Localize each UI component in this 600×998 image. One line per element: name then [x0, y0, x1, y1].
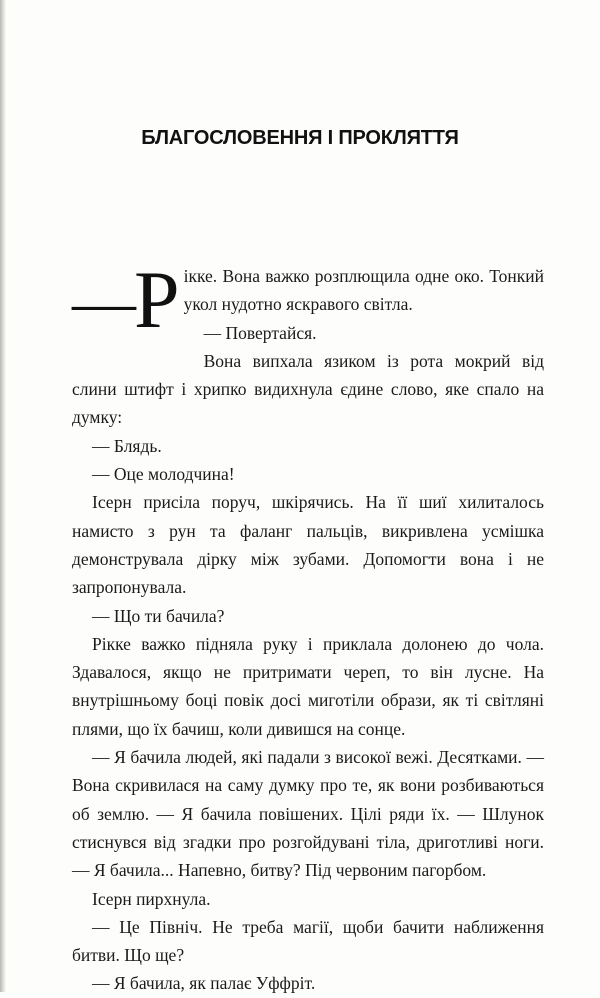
paragraph-11: — Це Північ. Не треба магії, щоби бачити наближення битви. Що ще?	[72, 916, 544, 966]
drop-cap-letter: Р	[134, 254, 180, 345]
chapter-title: БЛАГОСЛОВЕННЯ І ПРОКЛЯТТЯ	[141, 127, 459, 149]
drop-cap	[72, 254, 180, 348]
paragraph-1-text: ікке. Вона важко розплющила одне око. Тонкий укол нудотно яскравого світла.	[183, 266, 544, 315]
drop-cap-dash: —	[72, 266, 136, 337]
paragraph-7: — Що ти бачила?	[92, 605, 225, 626]
paragraph-8: Рікке важко підняла руку і приклала долонею до чола. Здавалося, якщо не притримати череп, то він лусне. На внутрішньому боці повік досі миготіли образи, як ті світляні плями, що їх бачиш, коли дивишся на сонце.	[72, 633, 544, 739]
paragraph-4: — Блядь.	[92, 435, 162, 456]
paragraph-10: Ісерн пирхнула.	[92, 888, 211, 909]
paragraph-2: — Повертайся.	[203, 322, 317, 343]
paragraph-12: — Я бачила, як палає Уффріт.	[92, 973, 316, 994]
chapter-body	[72, 254, 544, 998]
paragraph-6: Ісерн присіла поруч, шкірячись. На її шиї хилиталось намисто з рун та фаланг пальців, викривлена усмішка демонструвала дірку між зубами. Допомогти вона і не запропонувала.	[72, 492, 544, 598]
paragraph-9: — Я бачила людей, які падали з високої вежі. Десятками. — Вона скривилася на саму думку про те, як вони розбиваються об землю. — Я бачила повішених. Цілі ряди їх. — Шлунок стиснувся від згадки про розгойдувані тіла, дриготливі ноги. — Я бачила... Напевно, битву? Під червоним пагорбом.	[72, 747, 544, 881]
paragraph-3: Вона випхала язиком із рота мокрий від слини штифт і хрипко видихнула єдине слово, яке спало на думку:	[72, 350, 544, 428]
paragraph-5: — Оце молодчина!	[92, 464, 235, 485]
